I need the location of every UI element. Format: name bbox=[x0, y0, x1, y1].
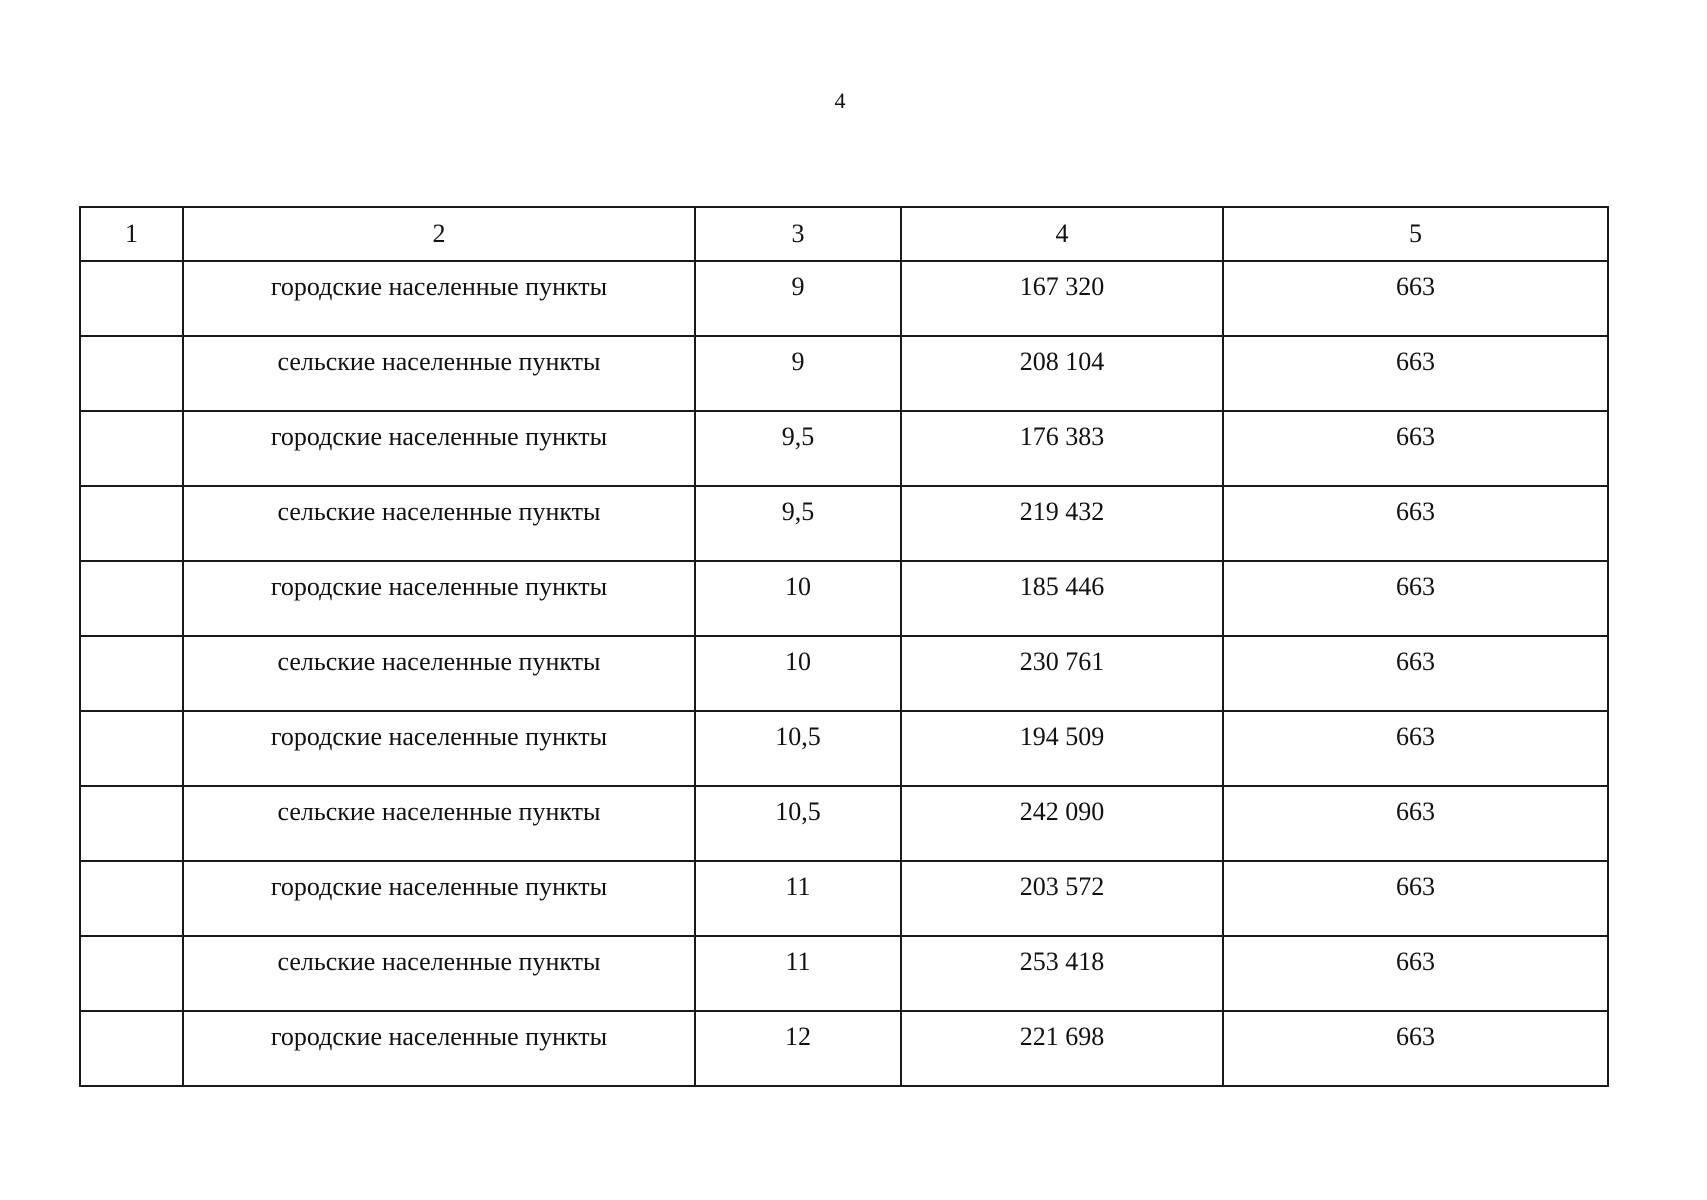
row-number-cell bbox=[80, 336, 183, 411]
table-body bbox=[80, 261, 1608, 1086]
col-3-value-cell: 9,5 bbox=[695, 411, 901, 486]
row-number-cell bbox=[80, 561, 183, 636]
col-4-value-cell: 208 104 bbox=[901, 336, 1223, 411]
row-number-cell bbox=[80, 411, 183, 486]
table-row bbox=[80, 486, 1608, 561]
table-row bbox=[80, 711, 1608, 786]
col-3-value-cell: 9,5 bbox=[695, 486, 901, 561]
settlement-type-cell: сельские населенные пункты bbox=[183, 486, 695, 561]
col-3-value-cell: 9 bbox=[695, 336, 901, 411]
settlement-type-cell: городские населенные пункты bbox=[183, 411, 695, 486]
col-5-value-cell: 663 bbox=[1223, 486, 1608, 561]
col-4-value-cell: 230 761 bbox=[901, 636, 1223, 711]
table-row bbox=[80, 861, 1608, 936]
col-5-value-cell: 663 bbox=[1223, 786, 1608, 861]
table-row bbox=[80, 1011, 1608, 1086]
row-number-cell bbox=[80, 711, 183, 786]
data-table bbox=[79, 206, 1609, 1087]
header-col-5: 5 bbox=[1223, 207, 1608, 261]
settlement-type-cell: городские населенные пункты bbox=[183, 261, 695, 336]
header-col-2: 2 bbox=[183, 207, 695, 261]
settlement-type-cell: сельские населенные пункты bbox=[183, 636, 695, 711]
table-row bbox=[80, 786, 1608, 861]
col-3-value-cell: 10,5 bbox=[695, 786, 901, 861]
col-3-value-cell: 11 bbox=[695, 861, 901, 936]
table-row bbox=[80, 636, 1608, 711]
col-3-value-cell: 11 bbox=[695, 936, 901, 1011]
settlement-type-cell: сельские населенные пункты bbox=[183, 786, 695, 861]
col-5-value-cell: 663 bbox=[1223, 936, 1608, 1011]
col-4-value-cell: 203 572 bbox=[901, 861, 1223, 936]
col-5-value-cell: 663 bbox=[1223, 711, 1608, 786]
col-3-value-cell: 9 bbox=[695, 261, 901, 336]
table-row bbox=[80, 411, 1608, 486]
row-number-cell bbox=[80, 936, 183, 1011]
settlement-type-cell: городские населенные пункты bbox=[183, 1011, 695, 1086]
settlement-type-cell: сельские населенные пункты bbox=[183, 936, 695, 1011]
settlement-type-cell: городские населенные пункты bbox=[183, 561, 695, 636]
settlement-type-cell: городские населенные пункты bbox=[183, 711, 695, 786]
header-col-1: 1 bbox=[80, 207, 183, 261]
table-row bbox=[80, 936, 1608, 1011]
table-header-row bbox=[80, 207, 1608, 261]
header-col-3: 3 bbox=[695, 207, 901, 261]
col-3-value-cell: 10,5 bbox=[695, 711, 901, 786]
header-col-4: 4 bbox=[901, 207, 1223, 261]
col-4-value-cell: 176 383 bbox=[901, 411, 1223, 486]
col-3-value-cell: 12 bbox=[695, 1011, 901, 1086]
table-row bbox=[80, 261, 1608, 336]
col-4-value-cell: 242 090 bbox=[901, 786, 1223, 861]
col-5-value-cell: 663 bbox=[1223, 261, 1608, 336]
page-number: 4 bbox=[834, 88, 846, 113]
row-number-cell bbox=[80, 636, 183, 711]
col-5-value-cell: 663 bbox=[1223, 1011, 1608, 1086]
row-number-cell bbox=[80, 786, 183, 861]
table-row bbox=[80, 336, 1608, 411]
col-4-value-cell: 194 509 bbox=[901, 711, 1223, 786]
col-5-value-cell: 663 bbox=[1223, 336, 1608, 411]
col-5-value-cell: 663 bbox=[1223, 561, 1608, 636]
settlement-type-cell: городские населенные пункты bbox=[183, 861, 695, 936]
col-4-value-cell: 167 320 bbox=[901, 261, 1223, 336]
row-number-cell bbox=[80, 261, 183, 336]
col-4-value-cell: 253 418 bbox=[901, 936, 1223, 1011]
col-5-value-cell: 663 bbox=[1223, 636, 1608, 711]
col-5-value-cell: 663 bbox=[1223, 861, 1608, 936]
row-number-cell bbox=[80, 1011, 183, 1086]
col-4-value-cell: 219 432 bbox=[901, 486, 1223, 561]
row-number-cell bbox=[80, 861, 183, 936]
col-5-value-cell: 663 bbox=[1223, 411, 1608, 486]
col-3-value-cell: 10 bbox=[695, 561, 901, 636]
row-number-cell bbox=[80, 486, 183, 561]
table-row bbox=[80, 561, 1608, 636]
col-3-value-cell: 10 bbox=[695, 636, 901, 711]
col-4-value-cell: 185 446 bbox=[901, 561, 1223, 636]
col-4-value-cell: 221 698 bbox=[901, 1011, 1223, 1086]
settlement-type-cell: сельские населенные пункты bbox=[183, 336, 695, 411]
